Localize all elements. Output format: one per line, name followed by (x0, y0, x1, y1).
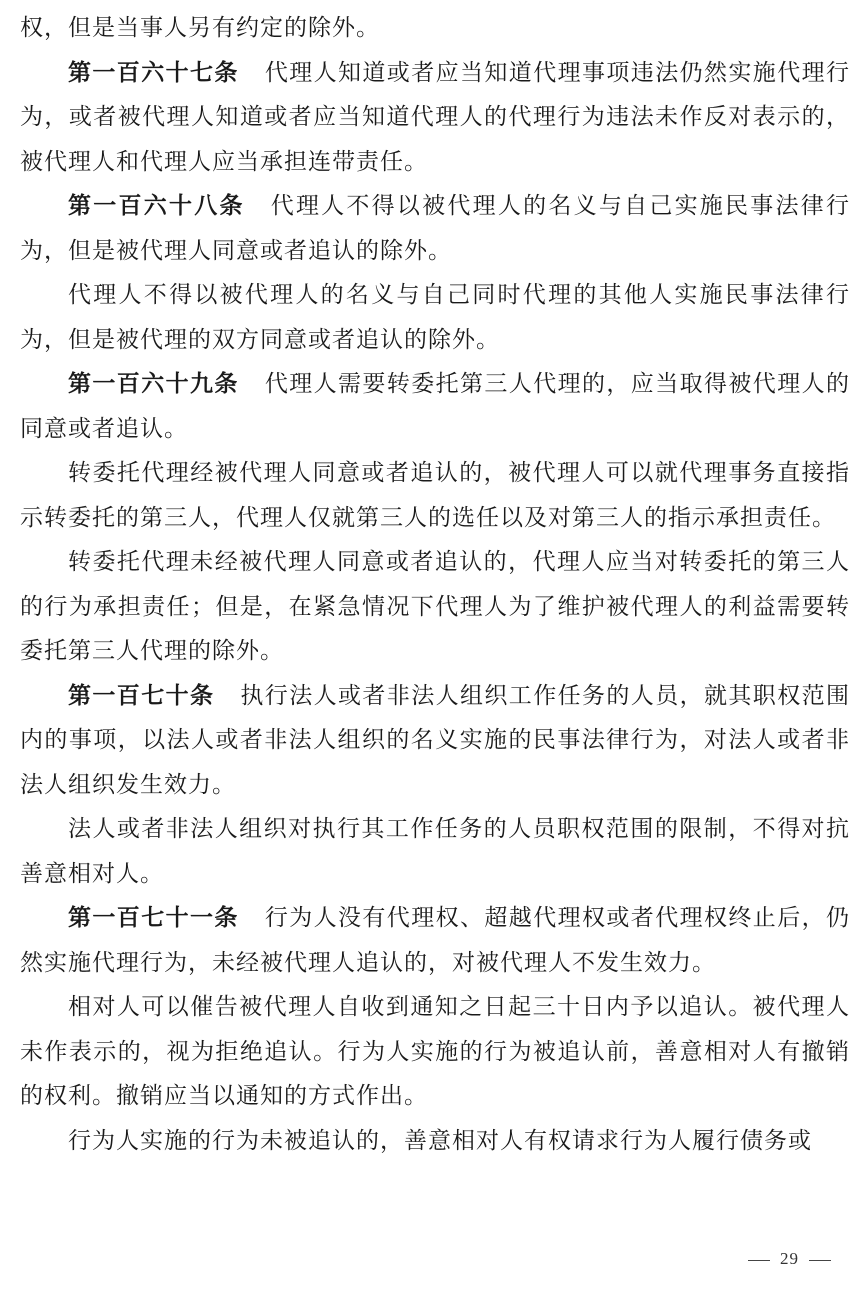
paragraph-text: 相对人可以催告被代理人自收到通知之日起三十日内予以追认。被代理人未作表示的，视为拒绝追认。行为人实施的行为被追认前，善意相对人有撤销的权利。撤销应当以通知的方式作出。 (20, 994, 850, 1109)
article-number: 第一百七十条 (68, 682, 215, 709)
paragraph (20, 362, 850, 451)
paragraph (20, 896, 850, 985)
footer-dash-right (809, 1260, 831, 1261)
footer-dash-left (748, 1260, 770, 1261)
paragraph (20, 184, 850, 273)
paragraph-text: 行为人没有代理权、超越代理权或者代理权终止后，仍然实施代理行为，未经被代理人追认的，对被代理人不发生效力。 (20, 905, 851, 976)
paragraph (20, 1119, 850, 1164)
document-body (20, 6, 850, 1163)
paragraph (20, 51, 850, 185)
paragraph-text: 转委托代理未经被代理人同意或者追认的，代理人应当对转委托的第三人的行为承担责任；但是，在紧急情况下代理人为了维护被代理人的利益需要转委托第三人代理的除外。 (20, 549, 850, 664)
paragraph-text: 权，但是当事人另有约定的除外。 (20, 15, 380, 41)
paragraph-text: 执行法人或者非法人组织工作任务的人员，就其职权范围内的事项，以法人或者非法人组织的名义实施的民事法律行为，对法人或者非法人组织发生效力。 (20, 682, 851, 798)
paragraph-text: 代理人不得以被代理人的名义与自己同时代理的其他人实施民事法律行为，但是被代理的双方同意或者追认的除外。 (20, 282, 850, 353)
paragraph (20, 540, 850, 674)
article-number: 第一百六十八条 (68, 193, 245, 219)
paragraph-text: 行为人实施的行为未被追认的，善意相对人有权请求行为人履行债务或 (68, 1127, 812, 1154)
article-number: 第一百六十九条 (68, 371, 239, 397)
paragraph-text: 代理人不得以被代理人的名义与自己实施民事法律行为，但是被代理人同意或者追认的除外。 (20, 193, 851, 264)
paragraph-text: 代理人需要转委托第三人代理的，应当取得被代理人的同意或者追认。 (20, 371, 851, 442)
paragraph (20, 807, 850, 896)
paragraph (20, 273, 850, 362)
page-footer (738, 1249, 841, 1269)
paragraph (20, 985, 850, 1119)
article-number: 第一百七十一条 (68, 905, 239, 931)
paragraph-text: 转委托代理经被代理人同意或者追认的，被代理人可以就代理事务直接指示转委托的第三人，代理人仅就第三人的选任以及对第三人的指示承担责任。 (20, 460, 850, 531)
page-number: 29 (780, 1249, 799, 1268)
paragraph (20, 6, 850, 51)
article-number: 第一百六十七条 (68, 59, 239, 86)
paragraph (20, 451, 850, 540)
paragraph-text: 代理人知道或者应当知道代理事项违法仍然实施代理行为，或者被代理人知道或者应当知道代理人的代理行为违法未作反对表示的，被代理人和代理人应当承担连带责任。 (20, 59, 851, 175)
paragraph-text: 法人或者非法人组织对执行其工作任务的人员职权范围的限制，不得对抗善意相对人。 (20, 816, 850, 887)
paragraph (20, 674, 850, 808)
